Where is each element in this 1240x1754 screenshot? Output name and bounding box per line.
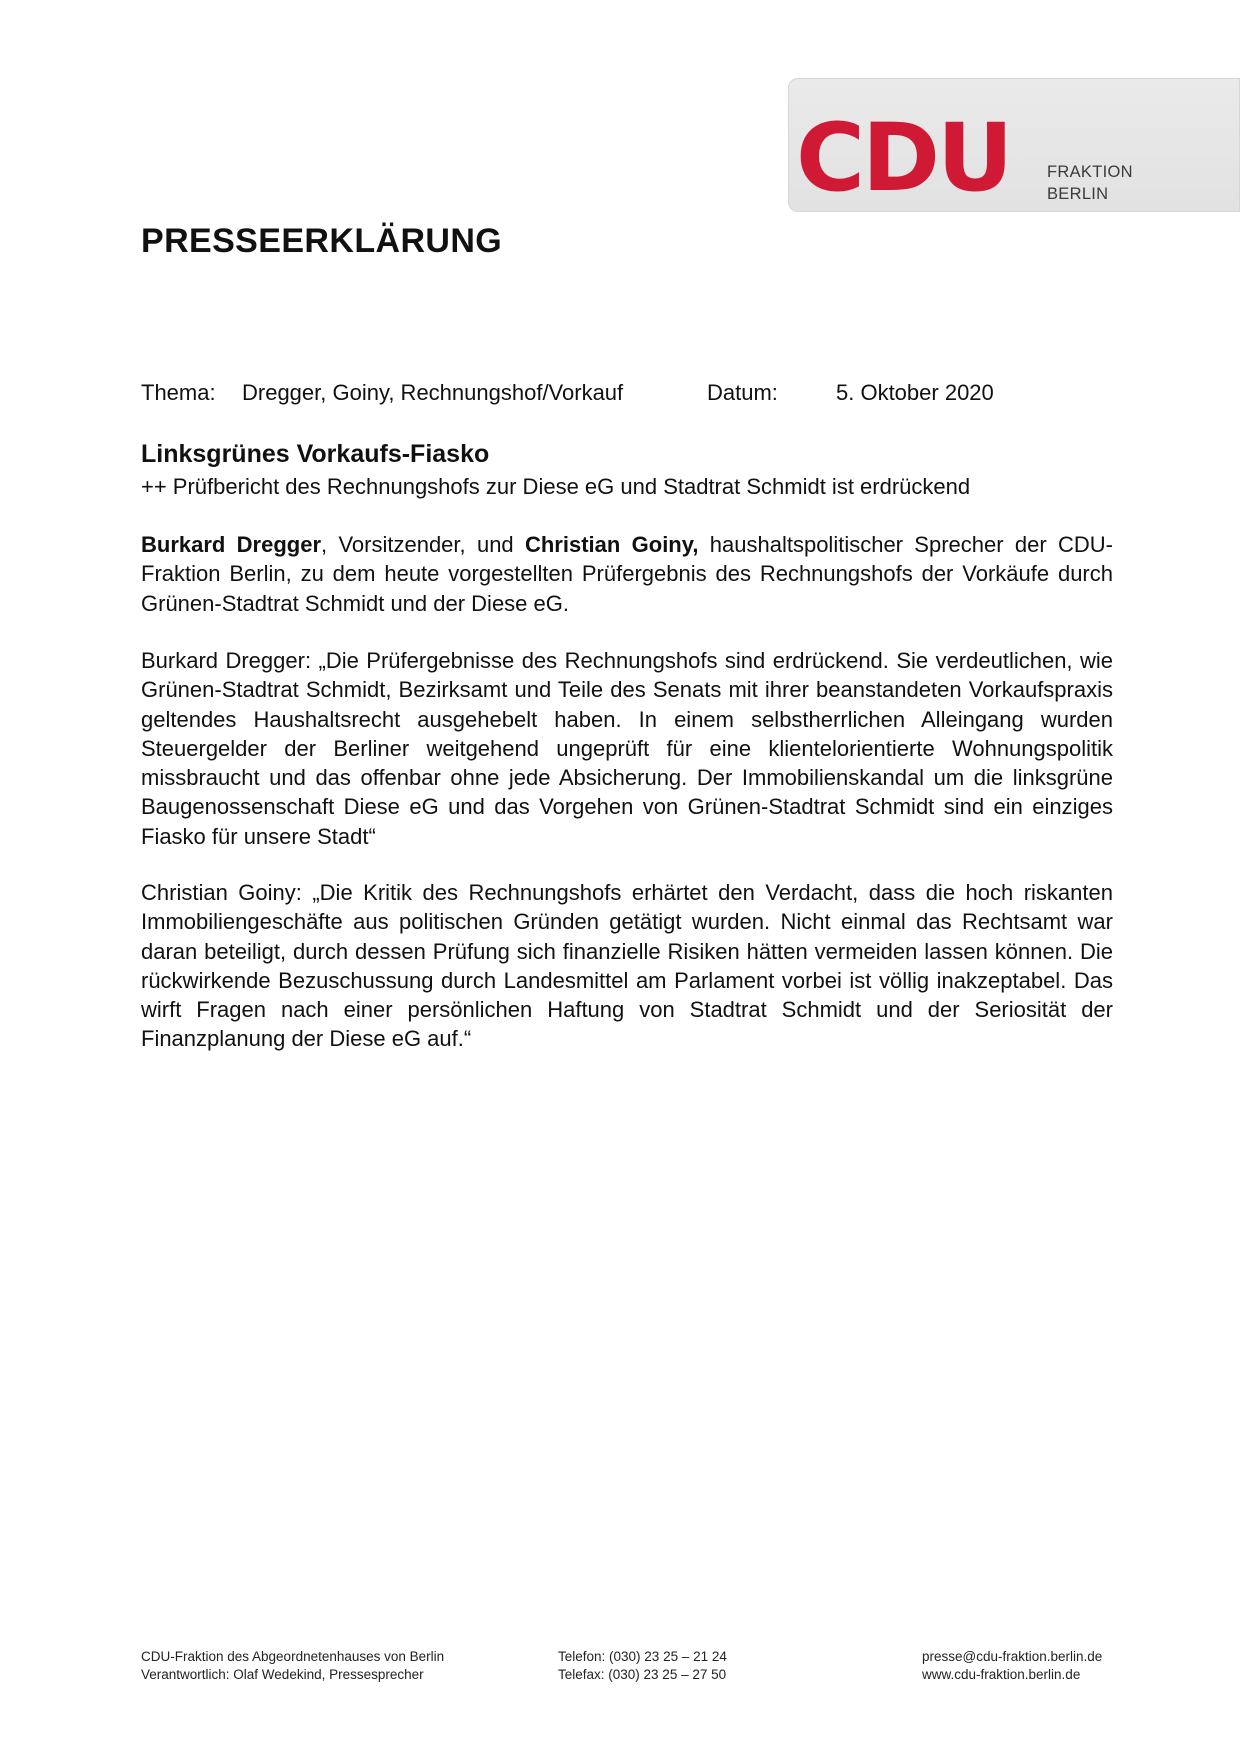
cdu-logo-wordmark: CDU — [796, 104, 1011, 213]
intro-text-1: , Vorsitzender, und — [321, 532, 525, 557]
footer-contact-online — [922, 1648, 1102, 1684]
topic-value: Dregger, Goiny, Rechnungshof/Vorkauf — [242, 380, 624, 405]
quote-goiny: Christian Goiny: „Die Kritik des Rechnungshofs erhärtet den Verdacht, dass die hoch riskanten Immobiliengeschäfte aus politischen Gründen getätigt wurden. Nicht einmal das Rechtsamt war daran beteiligt, durch dessen Prüfung sich finanzielle Risiken hätten vermeiden lassen können. Die rückwirkende Bezuschussung durch Landesmittel am Parlament vorbei ist völlig inakzeptabel. Das wirft Fragen nach einer persönlichen Haftung von Stadtrat Schmidt und der Seriosität der Finanzplanung der Diese eG auf.“ — [141, 880, 1113, 1052]
footer-org-name: CDU-Fraktion des Abgeordnetenhauses von Berlin — [141, 1649, 445, 1664]
logo-subtitle-line2: BERLIN — [1047, 185, 1109, 203]
intro-text-2: haushaltspolitischer Sprecher der CDU-Fraktion Berlin, zu dem heute vorgestellten Prüfergebnis des Rechnungshofs der Vorkäufe durch Grünen-Stadtrat Schmidt und der Diese eG. — [141, 532, 1113, 616]
footer-organization — [141, 1648, 444, 1684]
speaker-name-dregger: Burkard Dregger — [141, 532, 322, 557]
intro-paragraph — [141, 530, 1113, 618]
speaker-name-goiny: Christian Goiny, — [524, 532, 699, 557]
footer-contact-phone — [558, 1648, 727, 1684]
footer-responsible: Verantwortlich: Olaf Wedekind, Pressesprecher — [141, 1667, 424, 1682]
date-value: 5. Oktober 2020 — [836, 380, 994, 405]
footer-website[interactable]: www.cdu-fraktion.berlin.de — [922, 1667, 1081, 1682]
footer-phone: Telefon: (030) 23 25 – 21 24 — [558, 1649, 727, 1664]
document-type-heading: PRESSEERKLÄRUNG — [141, 222, 503, 260]
quote-dregger: Burkard Dregger: „Die Prüfergebnisse des Rechnungshofs sind erdrückend. Sie verdeutlichen, wie Grünen-Stadtrat Schmidt, Bezirksamt und Teile des Senats mit ihrer beanstandeten Vorkaufspraxis geltendes Haushaltsrecht ausgehebelt haben. In einem selbstherrlichen Alleingang wurden Steuergelder der Berliner weitgehend ungeprüft für eine klientelorientierte Wohnungspolitik missbraucht und das offenbar ohne jede Absicherung. Der Immobilienskandal um die linksgrüne Baugenossenschaft Diese eG und das Vorgehen von Grünen-Stadtrat Schmidt sind ein einziges Fiasko für unsere Stadt“ — [141, 648, 1113, 849]
headline: Linksgrünes Vorkaufs-Fiasko — [141, 440, 490, 468]
logo-subtitle-line1: FRAKTION — [1047, 163, 1133, 181]
subheadline: ++ Prüfbericht des Rechnungshofs zur Diese eG und Stadtrat Schmidt ist erdrückend — [141, 474, 971, 499]
date-label: Datum: — [707, 380, 778, 405]
footer-fax: Telefax: (030) 23 25 – 27 50 — [558, 1667, 727, 1682]
logo-subtitle — [1047, 161, 1133, 205]
footer-email[interactable]: presse@cdu-fraktion.berlin.de — [922, 1649, 1103, 1664]
topic-label: Thema: — [141, 380, 216, 405]
